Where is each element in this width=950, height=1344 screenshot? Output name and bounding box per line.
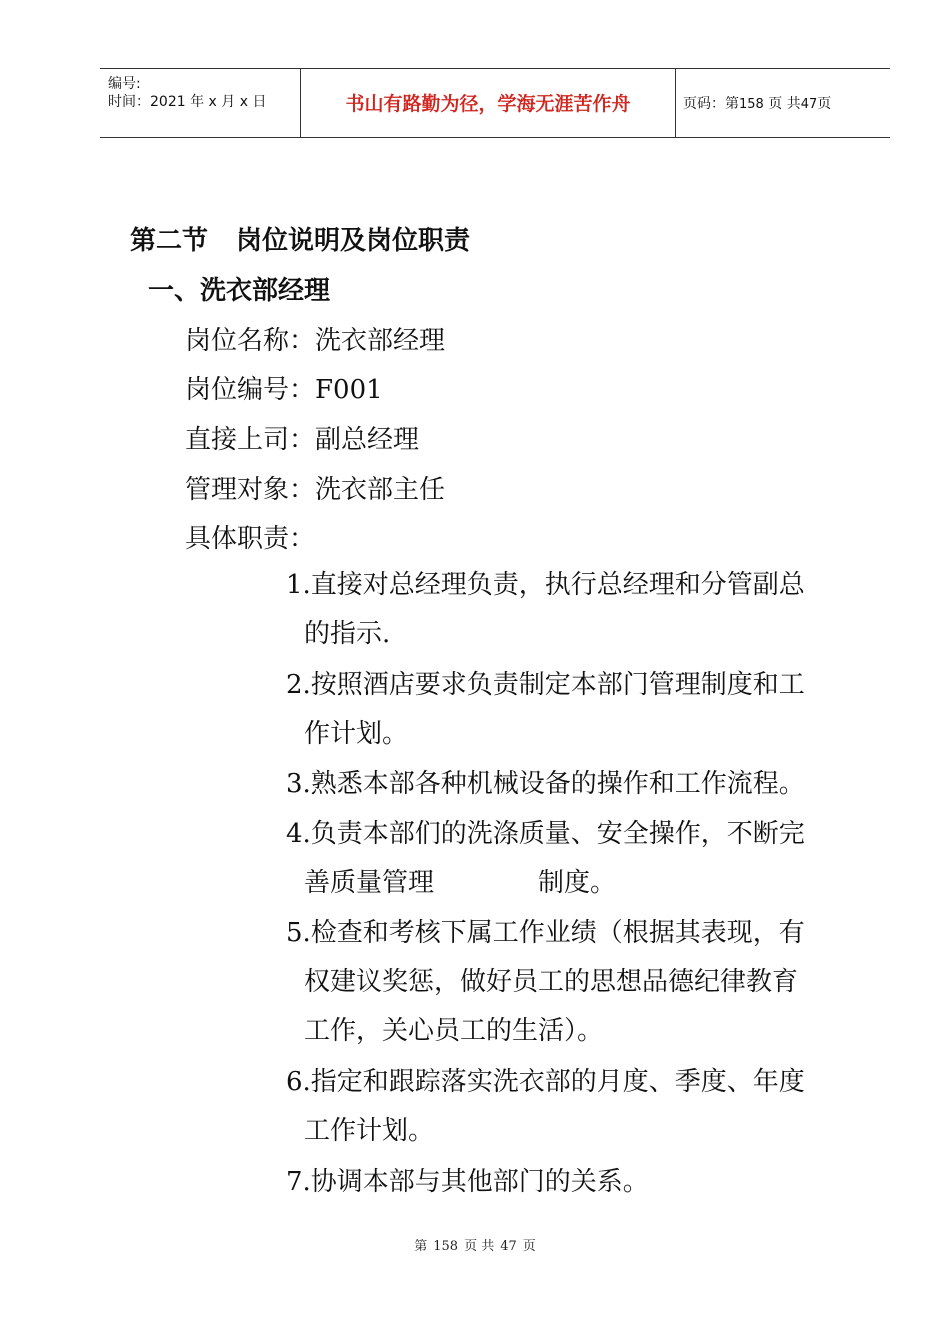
duty-line: 5.检查和考核下属工作业绩（根据其表现，有: [286, 918, 805, 948]
header-motto-cell: [300, 69, 676, 137]
duty-fragment: 制度。: [538, 868, 617, 898]
section-heading: 岗位说明及岗位职责: [236, 226, 471, 256]
header-motto: 书山有路勤为径，学海无涯苦作舟: [345, 93, 631, 115]
footer-page-total: 47: [500, 1239, 517, 1254]
footer-page-current: 158: [433, 1239, 459, 1254]
footer-label-mid: 页 共: [464, 1239, 495, 1254]
duty-fragment: 善质量管理: [304, 868, 435, 898]
duty-line: [286, 859, 876, 908]
document-number-label: 编号:: [108, 76, 141, 92]
header-meta: [100, 69, 300, 137]
page-header: [100, 68, 890, 138]
field-duties-label: 具体职责：: [185, 524, 316, 554]
header-page-label: 页码：第: [683, 96, 739, 112]
field-managed-staff: 管理对象：洗衣部主任: [185, 475, 446, 505]
header-page-mid: 页 共: [768, 96, 801, 112]
position-heading: 一、洗衣部经理: [148, 276, 331, 306]
duty-item-6: [286, 1058, 876, 1156]
duty-item-3: [286, 760, 876, 809]
field-position-name: 岗位名称：洗衣部经理: [185, 326, 446, 356]
header-page-number: [683, 93, 831, 113]
duty-line: 工作，关心员工的生活）。: [304, 1016, 604, 1046]
duty-line: 4.负责本部们的洗涤质量、安全操作，不断完: [286, 819, 805, 849]
section-title: [130, 220, 470, 257]
footer-label-end: 页: [522, 1239, 536, 1254]
duty-item-4: [286, 810, 876, 908]
field-direct-supervisor: 直接上司：副总经理: [185, 425, 420, 455]
duty-line: 作计划。: [304, 719, 409, 749]
duty-line: 的指示.: [304, 619, 391, 649]
duty-item-5: [286, 909, 876, 1056]
footer-label-start: 第: [414, 1239, 428, 1254]
duty-item-7: [286, 1158, 876, 1207]
header-page-current: 158: [739, 97, 764, 112]
duty-line: 7.协调本部与其他部门的关系。: [286, 1167, 649, 1197]
duty-line: 2.按照酒店要求负责制定本部门管理制度和工: [286, 670, 805, 700]
document-time-label: 时间：2021 年 x 月 x 日: [108, 94, 267, 110]
duty-line: 权建议奖惩，做好员工的思想品德纪律教育: [304, 967, 799, 997]
duty-line: 6.指定和跟踪落实洗衣部的月度、季度、年度: [286, 1067, 805, 1097]
header-page-end: 页: [817, 96, 832, 112]
duty-line: 3.熟悉本部各种机械设备的操作和工作流程。: [286, 769, 805, 799]
header-page-total: 47: [800, 97, 818, 112]
header-page-cell: [675, 69, 890, 137]
duty-item-1: [286, 561, 876, 659]
duty-item-2: [286, 661, 876, 759]
field-position-code: 岗位编号：F001: [185, 375, 383, 405]
duty-line: 1.直接对总经理负责，执行总经理和分管副总: [286, 570, 805, 600]
page-footer: [0, 1235, 950, 1254]
section-number: 第二节: [130, 226, 209, 256]
duty-line: 工作计划。: [304, 1116, 435, 1146]
